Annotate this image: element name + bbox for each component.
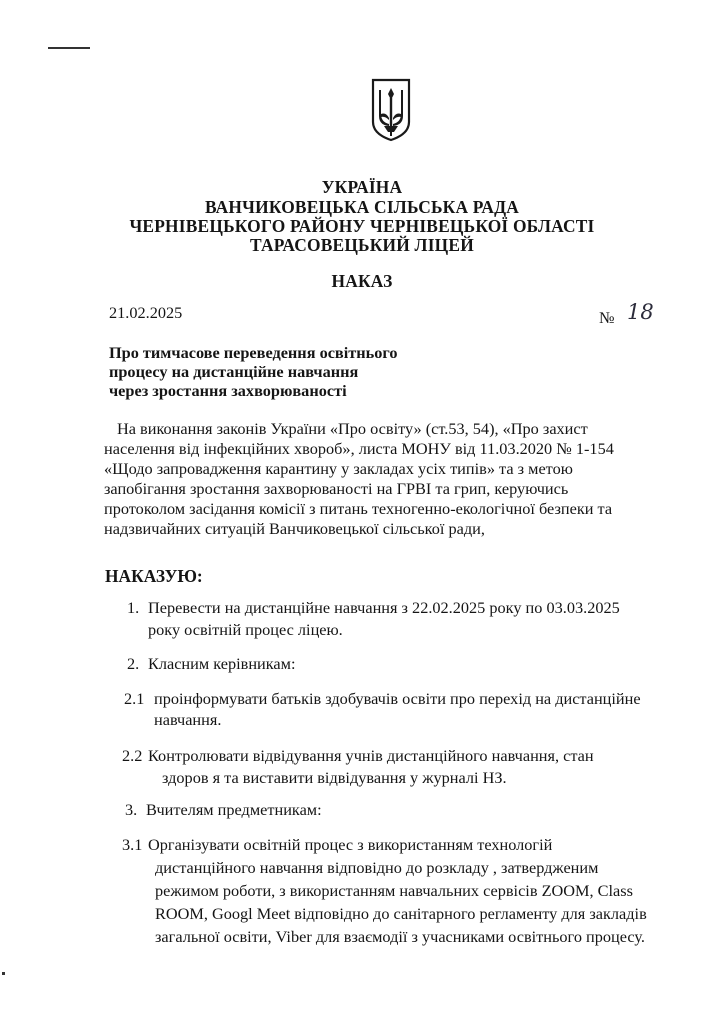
item-3-number: 3. [125, 800, 138, 819]
item-3-1-line-2: дистанційного навчання відповідно до розкладу , затвердженим [155, 858, 599, 877]
item-3-1-line-1: Організувати освітній процес з використанням технологій [148, 835, 553, 854]
item-1-line-2: року освітній процес ліцею. [148, 620, 343, 639]
preamble-line-2: населення від інфекційних хвороб», листа МОНУ від 11.03.2020 № 1-154 [104, 439, 614, 458]
scan-mark-top-left [48, 47, 90, 49]
item-3-line-1: Вчителям предметникам: [146, 800, 322, 819]
order-number-prefix: № [599, 308, 615, 327]
item-2-1-line-2: навчання. [154, 710, 222, 729]
header-council: ВАНЧИКОВЕЦЬКА СІЛЬСЬКА РАДА [204, 197, 520, 217]
preamble-line-6: надзвичайних ситуацій Ванчиковецької сільської ради, [104, 519, 485, 538]
item-3-1-line-5: загальної освіти, Viber для взаємодії з учасниками освітнього процесу. [155, 927, 645, 946]
document-type: НАКАЗ [331, 271, 393, 291]
preamble-line-3: «Щодо запровадження карантину у закладах усіх типів» та з метою [104, 459, 573, 478]
preamble-line-1: На виконання законів України «Про освіту» (ст.53, 54), «Про захист [117, 419, 588, 438]
header-school: ТАРАСОВЕЦЬКИЙ ЛІЦЕЙ [250, 235, 474, 255]
item-1-number: 1. [127, 598, 140, 617]
item-2-1-number: 2.1 [124, 689, 145, 708]
preamble-line-4: запобігання зростання захворюваності на ГРВІ та грип, керуючись [104, 479, 569, 498]
item-2-2-line-2: здоров я та виставити відвідування у журналі НЗ. [162, 768, 507, 787]
order-word: НАКАЗУЮ: [105, 566, 203, 586]
item-3-1-line-4: ROOM, Googl Meet відповідно до санітарного регламенту для закладів [155, 904, 647, 923]
item-1-line-1: Перевести на дистанційне навчання з 22.02.2025 року по 03.03.2025 [148, 598, 620, 617]
item-2-line-1: Класним керівникам: [148, 654, 296, 673]
order-date: 21.02.2025 [109, 303, 183, 322]
subject-line-1: Про тимчасове переведення освітнього [109, 343, 398, 362]
item-2-number: 2. [127, 654, 140, 673]
header-country: УКРАЇНА [321, 177, 403, 197]
item-3-1-number: 3.1 [122, 835, 143, 854]
header-region: ЧЕРНІВЕЦЬКОГО РАЙОНУ ЧЕРНІВЕЦЬКОЇ ОБЛАСТІ [129, 216, 595, 236]
preamble-line-5: протоколом засідання комісії з питань техногенно-екологічної безпеки та [104, 499, 613, 518]
item-2-2-line-1: Контролювати відвідування учнів дистанційного навчання, стан [148, 746, 594, 765]
order-number-handwritten: 18 [627, 300, 654, 324]
subject-line-2: процесу на дистанційне навчання [109, 362, 359, 381]
tryzub-coat-of-arms-icon [370, 78, 412, 142]
scan-mark-left-edge [2, 972, 5, 975]
item-2-1-line-1: проінформувати батьків здобувачів освіти про перехід на дистанційне [154, 689, 641, 708]
item-2-2-number: 2.2 [122, 746, 143, 765]
item-3-1-line-3: режимом роботи, з використанням навчальних сервісів ZOOM, Class [155, 881, 633, 900]
subject-line-3: через зростання захворюваності [109, 381, 347, 400]
